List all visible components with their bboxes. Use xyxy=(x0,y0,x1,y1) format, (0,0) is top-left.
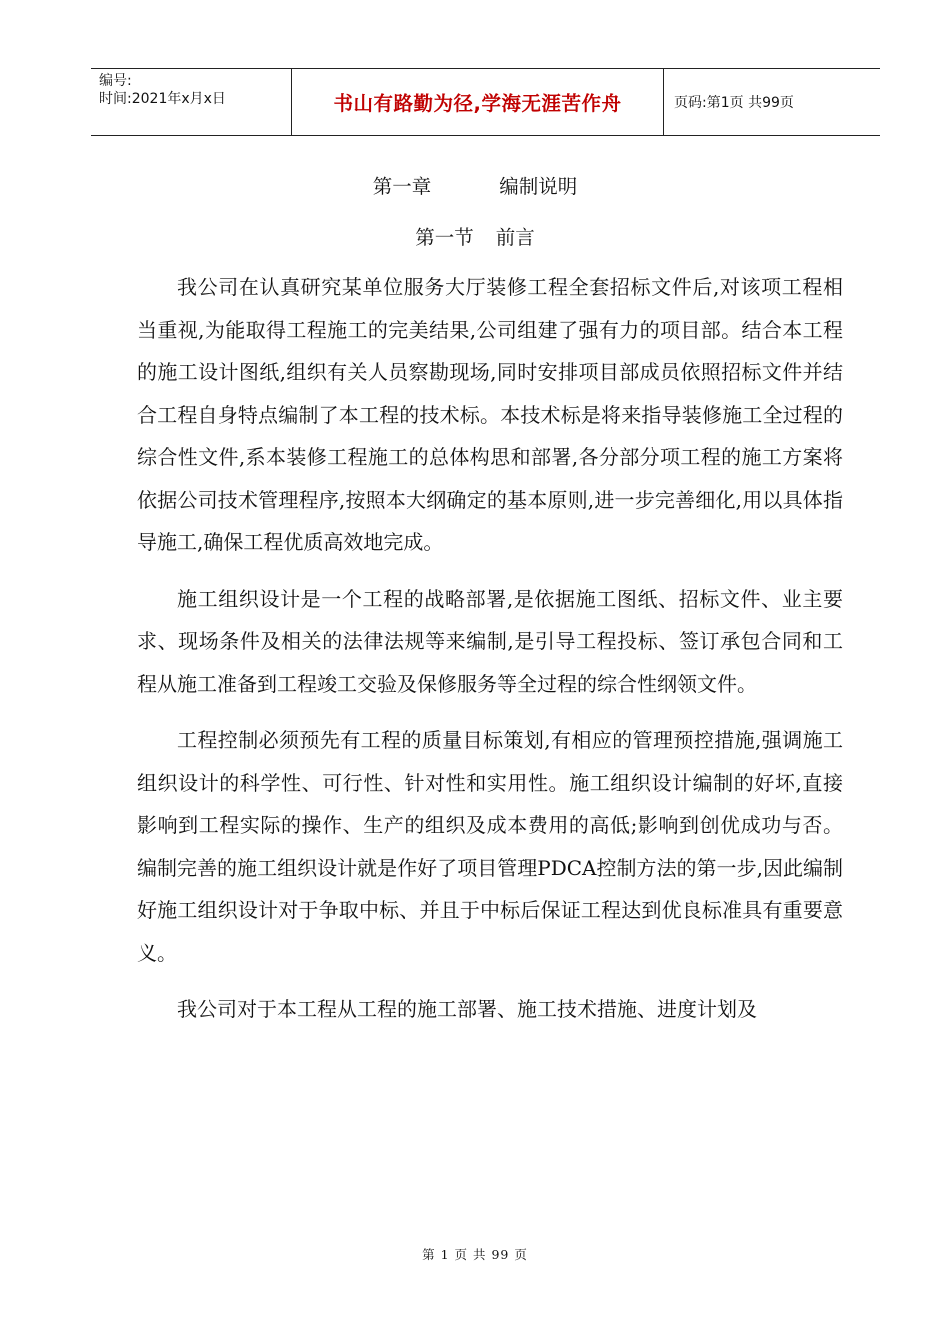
header-motto-cell xyxy=(292,69,664,135)
paragraph: 我公司对于本工程从工程的施工部署、施工技术措施、进度计划及 xyxy=(177,997,757,1021)
document-header xyxy=(91,68,880,136)
header-number-label: 编号: xyxy=(99,73,132,89)
chapter-title: 编制说明 xyxy=(499,175,578,198)
body-text xyxy=(137,266,843,1031)
header-motto: 书山有路勤为径,学海无涯苦作舟 xyxy=(333,92,622,115)
chapter-heading xyxy=(0,173,950,201)
header-time-label: 时间:2021年x月x日 xyxy=(99,91,226,107)
section-heading xyxy=(0,224,950,252)
paragraph: 工程控制必须预先有工程的质量目标策划,有相应的管理预控措施,强调施工组织设计的科学性、可行性、针对性和实用性。施工组织设计编制的好坏,直接影响到工程实际的操作、生产的组织及成本费用的高低;影响到创优成功与否。编制完善的施工组织设计就是作好了项目管理PDCA控制方法的第一步,因此编制好施工组织设计对于争取中标、并且于中标后保证工程达到优良标准具有重要意义。 xyxy=(137,728,843,965)
paragraph: 我公司在认真研究某单位服务大厅装修工程全套招标文件后,对该项工程相当重视,为能取得工程施工的完美结果,公司组建了强有力的项目部。结合本工程的施工设计图纸,组织有关人员察勘现场,同时安排项目部成员依照招标文件并结合工程自身特点编制了本工程的技术标。本技术标是将来指导装修施工全过程的综合性文件,系本装修工程施工的总体构思和部署,各分部分项工程的施工方案将依据公司技术管理程序,按照本大纲确定的基本原则,进一步完善细化,用以具体指导施工,确保工程优质高效地完成。 xyxy=(137,275,843,554)
header-page-info: 页码:第1页 共99页 xyxy=(674,95,794,111)
paragraph: 施工组织设计是一个工程的战略部署,是依据施工图纸、招标文件、业主要求、现场条件及相关的法律法规等来编制,是引导工程投标、签订承包合同和工程从施工准备到工程竣工交验及保修服务等全过程的综合性纲领文件。 xyxy=(137,586,843,696)
header-meta xyxy=(91,69,292,135)
chapter-number: 第一章 xyxy=(372,175,432,198)
section-title: 前言 xyxy=(495,226,535,249)
section-number: 第一节 xyxy=(415,226,474,249)
page-footer: 第 1 页 共 99 页 xyxy=(422,1247,528,1262)
